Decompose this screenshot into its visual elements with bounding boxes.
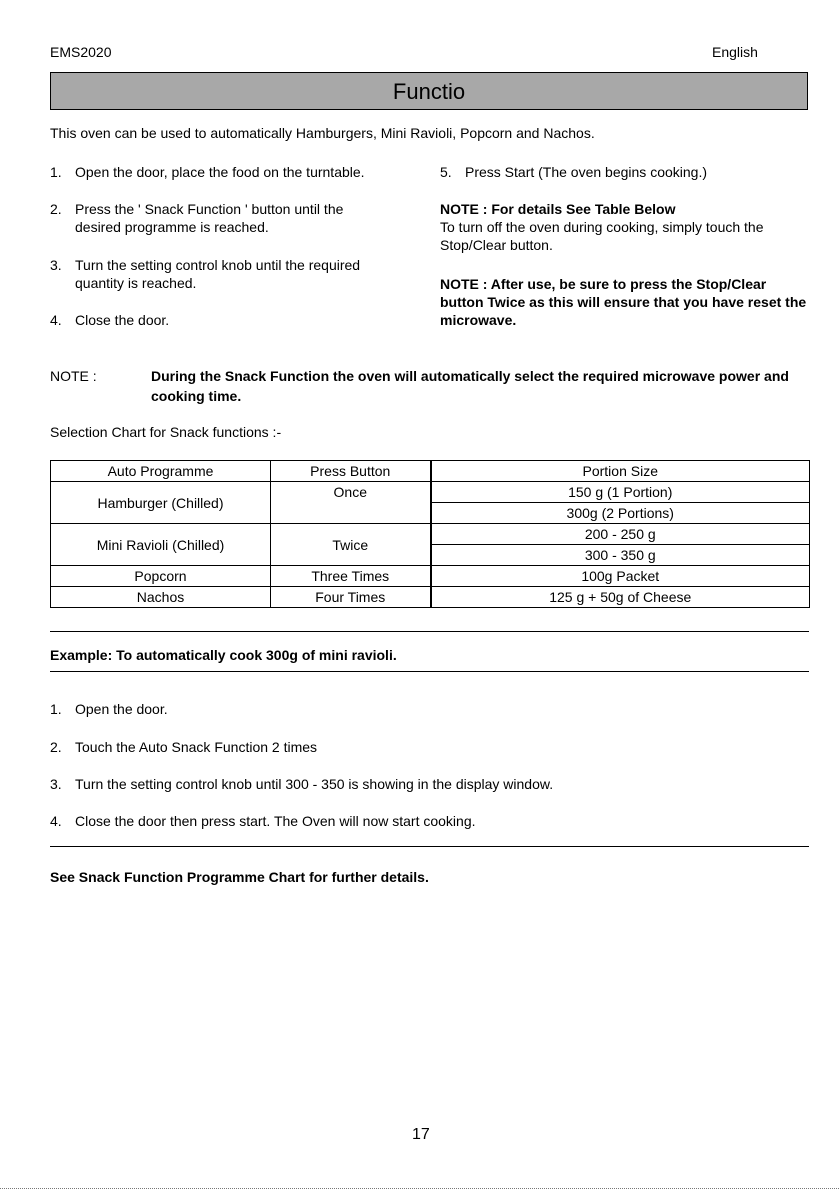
table-header: Portion Size [431,461,810,482]
table-cell-portion: 150 g (1 Portion) [431,482,810,503]
divider [50,671,809,672]
step-text: Open the door. [75,701,168,717]
table-cell-programme: Nachos [51,587,271,608]
intro-text: This oven can be used to automatically Hamburgers, Mini Ravioli, Popcorn and Nachos. [50,125,595,141]
language-label: English [712,44,758,60]
note-heading: NOTE : For details See Table Below [440,201,676,217]
step-text: Press Start (The oven begins cooking.) [465,164,708,180]
step-text: Close the door. [75,312,170,328]
page-number: 17 [412,1126,430,1143]
table-cell-portion: 200 - 250 g [431,524,810,545]
step-number: 2. [50,201,62,217]
section-title-bar [50,72,808,110]
step-text: Turn the setting control knob until the required [75,257,361,273]
selection-chart-heading: Selection Chart for Snack functions :- [50,424,282,440]
table-cell-programme: Hamburger (Chilled) [51,482,271,524]
table-header: Auto Programme [51,461,271,482]
table-row [51,566,810,587]
step-text: Touch the Auto Snack Function 2 times [75,739,318,755]
see-chart-note: See Snack Function Programme Chart for further details. [50,869,429,885]
note-label: NOTE : [50,368,97,384]
table-row [51,587,810,608]
table-cell-press: Twice [271,524,431,566]
note-text: To turn off the oven during cooking, simply touch the [440,219,764,235]
note-text: NOTE : After use, be sure to press the Stop/Clear [440,276,767,292]
table-cell-press: Once [271,482,431,524]
step-number: 2. [50,739,62,755]
table-header: Press Button [271,461,431,482]
step-number: 4. [50,312,62,328]
table-header-row [51,461,810,482]
divider [50,631,809,632]
model-label: EMS2020 [50,44,112,60]
note-text: cooking time. [151,388,242,404]
table-cell-portion: 100g Packet [431,566,810,587]
step-text: desired programme is reached. [75,219,269,235]
step-text: Press the ' Snack Function ' button until the [75,201,344,217]
step-number: 4. [50,813,62,829]
note-text: During the Snack Function the oven will automatically select the required microwave power and [151,368,789,384]
note-text: microwave. [440,312,517,328]
step-number: 5. [440,164,452,180]
table-cell-portion: 300g (2 Portions) [431,503,810,524]
divider [50,846,809,847]
table-cell-press: Three Times [271,566,431,587]
step-text: Open the door, place the food on the turntable. [75,164,365,180]
table-row [51,524,810,545]
step-number: 3. [50,776,62,792]
example-heading: Example: To automatically cook 300g of mini ravioli. [50,647,397,663]
table-cell-programme: Mini Ravioli (Chilled) [51,524,271,566]
section-title: Functio [392,79,466,104]
step-number: 1. [50,164,62,180]
step-number: 3. [50,257,62,273]
step-number: 1. [50,701,62,717]
note-text: Stop/Clear button. [440,237,553,253]
note-text: button Twice as this will ensure that you have reset the [440,294,807,310]
step-text: Turn the setting control knob until 300 - 350 is showing in the display window. [75,776,554,792]
page-edge-divider [0,1188,839,1189]
table-cell-portion: 300 - 350 g [431,545,810,566]
step-text: Close the door then press start. The Oven will now start cooking. [75,813,476,829]
table-cell-press: Four Times [271,587,431,608]
table-cell-programme: Popcorn [51,566,271,587]
step-text: quantity is reached. [75,275,197,291]
table-row [51,482,810,503]
table-cell-portion: 125 g + 50g of Cheese [431,587,810,608]
snack-selection-table [50,460,810,608]
